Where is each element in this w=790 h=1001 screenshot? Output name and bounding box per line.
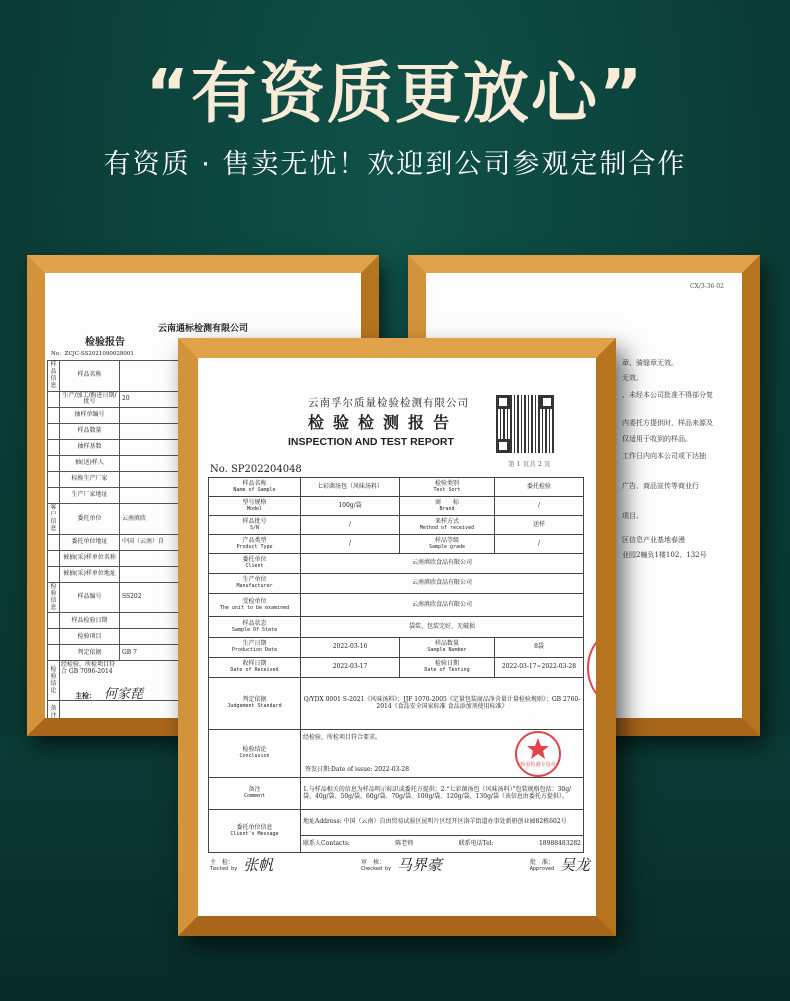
label-zh: 受检单位 <box>242 597 267 605</box>
signature: 何家琵 <box>104 687 144 702</box>
row-label-testing <box>400 658 495 678</box>
contact: 陈老师 <box>395 839 414 847</box>
table-cell: 样品名称 <box>60 361 120 392</box>
doc-code: CX/3-36-02 <box>689 283 724 290</box>
label-zh: 收样日期 <box>242 660 267 668</box>
row-label-comment <box>209 778 301 810</box>
row-label-conclusion <box>209 730 301 778</box>
label-en: Date of Received <box>230 667 279 674</box>
signer-role-en: Approved <box>529 866 554 872</box>
table-cell <box>48 613 60 629</box>
signatures <box>210 854 590 875</box>
table-cell: 判定依据 <box>60 645 120 661</box>
text-line: 项目。 <box>622 512 643 520</box>
table-cell: GB 7 <box>120 645 380 661</box>
signer-role: 审 核： <box>360 859 385 866</box>
table-cell: 委托单位地址 <box>60 534 120 550</box>
label-zh: 样品批号 <box>242 517 267 525</box>
contact-label: 联系人Contacts: <box>303 839 350 847</box>
qr-code <box>496 395 554 453</box>
table-cell: 被抽(采)样单位名称 <box>60 550 120 566</box>
signer-role: 主 检： <box>210 859 235 866</box>
signature-block <box>210 854 273 875</box>
label-en: The unit to be examined <box>219 604 290 611</box>
table-row <box>209 516 584 535</box>
text-line: 仅适用于收到的样品。 <box>622 435 692 443</box>
signer-role-en: Checked by <box>360 866 392 872</box>
address-label: 地址Address: <box>303 818 342 826</box>
table-cell: SS202 <box>120 582 380 613</box>
label-en: Production Date <box>231 647 278 654</box>
label-zh: 样品等级 <box>434 536 459 544</box>
table-cell: 检验项目 <box>60 629 120 645</box>
star-icon <box>517 733 559 763</box>
table-cell: 生产厂家地址 <box>60 488 120 504</box>
row-value-production_date: 2022-03-16 <box>301 638 400 658</box>
address: 中国（云南）自由贸易试验区昆明片区经开区洛羊街道办事处新册创业园82栋602号 <box>343 818 567 826</box>
table-cell <box>48 424 60 440</box>
signer-role: 批 准： <box>529 859 554 866</box>
table-cell <box>48 488 60 504</box>
table-cell <box>48 629 60 645</box>
label-en: S/N <box>249 524 260 531</box>
row-label-manufacturer <box>209 574 301 594</box>
table-cell: 样品信息 <box>48 361 60 392</box>
row-label-sample_name <box>209 478 301 497</box>
row-label-production_date <box>209 638 301 658</box>
left-title: 检验报告 <box>85 337 125 348</box>
label-en: Date of Testing <box>424 667 470 674</box>
left-number: No：ZCJC-SS2021090028001 <box>51 351 134 357</box>
table-cell: 样品数量 <box>60 424 120 440</box>
label-zh: 型号规格 <box>242 498 267 506</box>
table-cell: 样品编号 <box>60 582 120 613</box>
row-label-client <box>209 554 301 574</box>
text-line: 区信息产业基地春漫 <box>622 536 685 544</box>
label-en: Sample Of State <box>231 626 278 633</box>
table-row <box>209 594 584 617</box>
row-value-judgement: Q/YDX 0001 S-2021《风味汤料》；JJF 1070-2005《定量包装商品净含量计量检验规则》；GB 2760-2014《食品安全国家标准 食品添加剂使用标准》 <box>301 678 584 730</box>
table-cell: 抽(送)样人 <box>60 456 120 472</box>
label-zh: 生产单位 <box>242 576 267 584</box>
row-label-client_msg <box>209 810 301 853</box>
main-certificate <box>198 358 596 916</box>
table-cell <box>48 566 60 582</box>
row-value-examined: 云南滇欣食品有限公司 <box>301 594 584 617</box>
row-value-state: 袋装、包装完好、无破损 <box>301 617 584 638</box>
text-line: 业园2幢负1楼102、132号 <box>622 551 707 559</box>
issue-date: 签发日期:Date of issue: 2022-03-28 <box>305 766 410 774</box>
tel-label: 联系电话Tel: <box>458 839 494 847</box>
conclusion-value: 经检验，所检项目符合要求。 <box>303 734 382 741</box>
label-en: Method of received <box>419 524 475 531</box>
row-value-client: 云南滇欣食品有限公司 <box>301 554 584 574</box>
table-row <box>209 810 584 836</box>
label-en: Client <box>245 563 264 570</box>
table-cell: 样品检验日期 <box>60 613 120 629</box>
main-certificate-frame <box>178 338 616 936</box>
row-value-testing: 2022-03-17~2022-03-28 <box>495 658 584 678</box>
row-label-received <box>209 658 301 678</box>
label-zh: 检验结论 <box>242 746 267 754</box>
company-name: 云南孚尔质量检验检测有限公司 <box>308 397 469 409</box>
table-cell: 20 <box>120 391 380 408</box>
label-zh: 检验日期 <box>434 660 459 668</box>
row-label-sample_number <box>400 638 495 658</box>
text-line: 章、骑缝章无效。 <box>622 359 678 367</box>
row-label-method <box>400 516 495 535</box>
row-value-manufacturer: 云南滇欣食品有限公司 <box>301 574 584 594</box>
table-row <box>209 730 584 778</box>
label-en: Client's Message <box>230 830 279 837</box>
label-en: Comment <box>243 793 266 800</box>
row-label-test_sort <box>400 478 495 497</box>
table-row <box>209 678 584 730</box>
page-indicator: 第 1 页共 2 页 <box>508 460 551 468</box>
row-label-sn <box>209 516 301 535</box>
row-label-model <box>209 497 301 516</box>
table-row <box>209 478 584 497</box>
label-zh: 检验类别 <box>434 479 459 487</box>
table-cell: 被抽(采)样单位地址 <box>60 566 120 582</box>
report-number: No. SP202204048 <box>210 464 302 475</box>
row-value-product_type: / <box>301 535 400 554</box>
table-cell <box>48 550 60 566</box>
label-zh: 判定依据 <box>242 696 267 704</box>
row-label-brand <box>400 497 495 516</box>
signer-label: 主检： <box>75 691 96 700</box>
table-row <box>209 554 584 574</box>
row-label-examined <box>209 594 301 617</box>
row-value-method: 送样 <box>495 516 584 535</box>
signature-block <box>530 854 590 875</box>
table-row <box>209 497 584 516</box>
report-table <box>208 477 584 853</box>
report-title-en: INSPECTION AND TEST REPORT <box>288 436 454 448</box>
label-en: Manufacturer <box>236 583 273 590</box>
seam-stamp <box>587 628 616 708</box>
label-en: Test Sort <box>433 486 461 493</box>
table-row <box>209 574 584 594</box>
table-row <box>209 617 584 638</box>
label-en: Product Type <box>236 543 273 550</box>
label-en: Brand <box>439 505 455 512</box>
table-row <box>209 658 584 678</box>
table-cell: 生产/加工/购进日期/批号 <box>60 391 120 408</box>
row-value-received: 2022-03-17 <box>301 658 400 678</box>
left-company: 云南通标检测有限公司 <box>157 324 248 334</box>
text-line: 、未经本公司批准不得部分复 <box>622 391 713 399</box>
row-label: 备注 <box>48 701 60 725</box>
table-cell: 云南滇欣 <box>120 504 380 535</box>
signer-role-en: Tested by <box>210 866 238 872</box>
signature: 马界豪 <box>397 856 443 874</box>
official-stamp <box>515 731 561 777</box>
subheadline: 有资质 · 售卖无忧！欢迎到公司参观定制合作 <box>103 149 687 180</box>
text-line: 工作日内向本公司或下达抽 <box>622 452 706 460</box>
label-zh: 样品数量 <box>434 640 459 648</box>
table-cell <box>48 408 60 424</box>
left-signature <box>75 683 143 702</box>
row-value-sample_name: 七彩菌汤包（风味汤料） <box>301 478 400 497</box>
label-zh: 委托单位 <box>242 556 267 564</box>
text-line: 广告、商品宣传等商业行 <box>622 482 699 490</box>
row-value-sn: / <box>301 516 400 535</box>
table-row <box>209 778 584 810</box>
table-cell <box>48 440 60 456</box>
row-label-state <box>209 617 301 638</box>
row-value-sample_number: 8袋 <box>495 638 584 658</box>
row-value-model: 100g/袋 <box>301 497 400 516</box>
signature-block <box>361 854 442 875</box>
table-cell <box>48 391 60 408</box>
label-zh: 委托单位信息 <box>236 823 273 831</box>
table-cell: 检验信息 <box>48 582 60 613</box>
report-title: 检验检测报告 <box>308 413 459 432</box>
label-zh: 样品状态 <box>242 619 267 627</box>
text-line: 内委托方提供时，样品来源及 <box>622 419 713 427</box>
table-cell <box>48 645 60 661</box>
label-zh: 产品类型 <box>242 536 267 544</box>
table-cell: 抽样单编号 <box>60 408 120 424</box>
row-value-test_sort: 委托检验 <box>495 478 584 497</box>
label-en: Conclusion <box>239 753 270 760</box>
table-cell: 标称生产厂家 <box>60 472 120 488</box>
label-zh: 商 标 <box>434 498 459 506</box>
signature: 张帆 <box>243 856 274 874</box>
table-cell <box>48 472 60 488</box>
table-cell <box>48 456 60 472</box>
label-zh: 备注 <box>248 786 261 794</box>
label-zh: 样品名称 <box>242 479 267 487</box>
row-value-comment: 1.与样品相关的信息为样品明示标识或委托方提供；2.“七彩菌汤包（风味汤料）”包装规格包括：30g/袋、40g/袋、50g/袋、60g/袋、70g/袋、100g/袋、120g/袋、130g/袋（该信息由委托方提供）。 <box>301 778 584 810</box>
row-label-grade <box>400 535 495 554</box>
label-en: Name of Sample <box>233 486 276 493</box>
headline: “有资质更放心” <box>145 55 645 132</box>
table-cell: 客户信息 <box>48 504 60 535</box>
conclusion-text: 经检验，所检项目符合 GB 7096-2014 <box>61 661 116 676</box>
text-line: 无效。 <box>622 374 643 382</box>
table-row <box>209 638 584 658</box>
row-label-judgement <box>209 678 301 730</box>
table-cell: 委托单位 <box>60 504 120 535</box>
tel: 18988483282 <box>538 839 581 847</box>
table-cell: 中国（云南）自 <box>120 534 380 550</box>
label-zh: 生产日期 <box>242 640 267 648</box>
label-en: Sample Number <box>427 647 467 654</box>
signature: 吴龙 <box>559 856 590 874</box>
stamp-text: (检验检测专用章) <box>518 762 558 768</box>
row-value-grade: / <box>495 535 584 554</box>
table-row <box>209 535 584 554</box>
table-cell <box>48 534 60 550</box>
label-en: Model <box>246 505 263 512</box>
row-label: 检验结论 <box>48 661 60 701</box>
label-en: Sample grade <box>428 543 466 550</box>
label-en: Judgement Standard <box>227 703 282 710</box>
row-value-brand: / <box>495 497 584 516</box>
row-label-product_type <box>209 535 301 554</box>
label-zh: 来样方式 <box>434 517 459 525</box>
table-cell: 抽样基数 <box>60 440 120 456</box>
